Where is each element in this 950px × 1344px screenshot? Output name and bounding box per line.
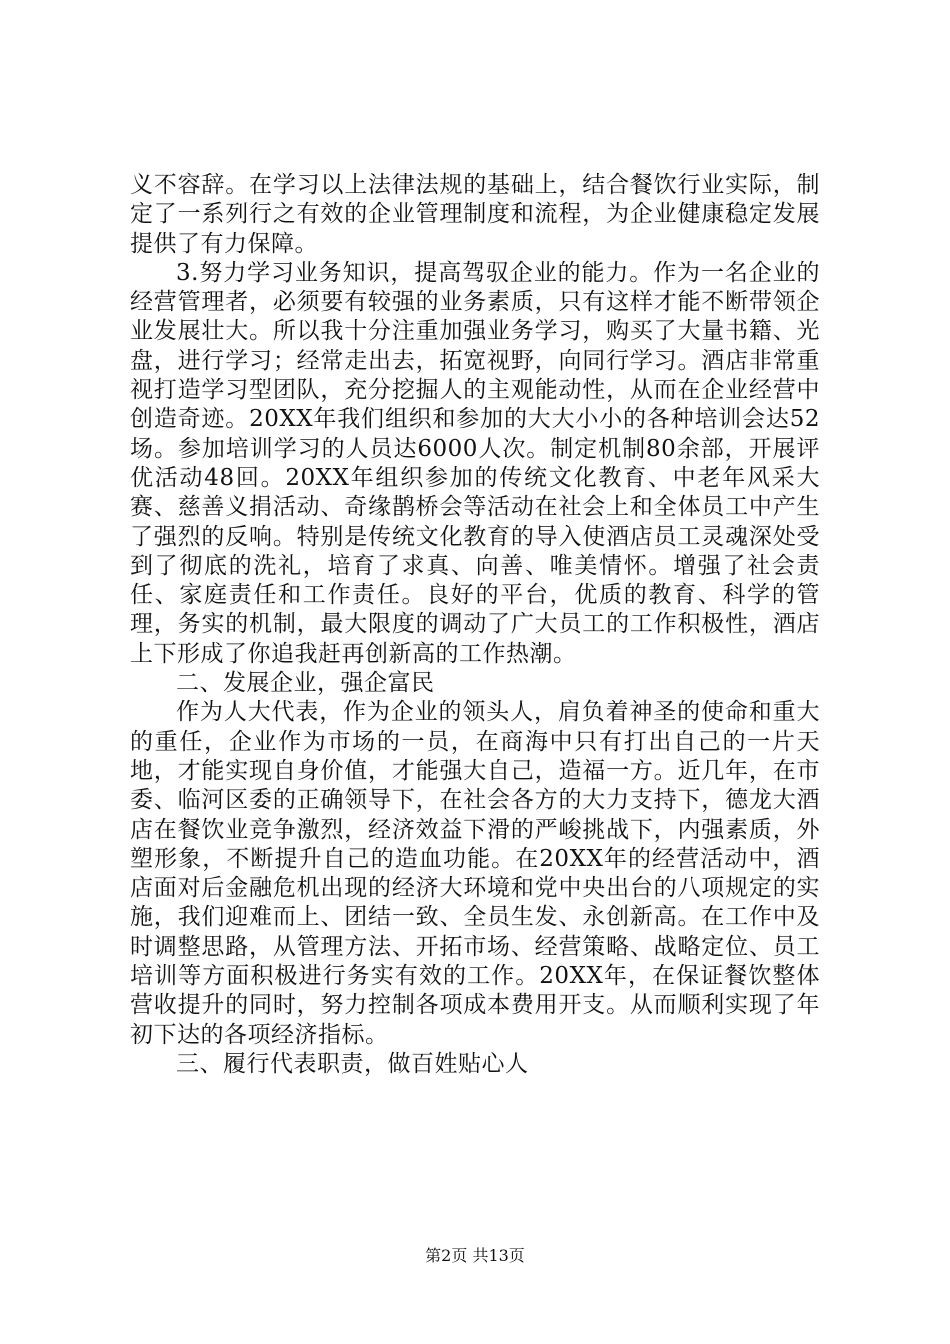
section-heading-develop-enterprise: 二、发展企业，强企富民 bbox=[176, 670, 435, 697]
section-heading-representative-duties: 三、履行代表职责，做百姓贴心人 bbox=[176, 1050, 529, 1077]
paragraph-enterprise-leader: 作为人大代表，作为企业的领头人，肩负着神圣的使命和重大的重任，企业作为市场的一员，在商海中只有打出自己的一片天地，才能实现自身价值，才能强大自己，造福一方。近几年，在市委、临河区委的正确领导下，在社会各方的大力支持下，德龙大酒店在餐饮业竞争激烈，经济效益下滑的严峻挑战下，内强素质，外塑形象，不断提升自己的造血功能。在20XX年的经营活动中，酒店面对后金融危机出现的经济大环境和党中央出台的八项规定的实施，我们迎难而上、团结一致、全员生发、永创新高。在工作中及时调整思路，从管理方法、开拓市场、经营策略、战略定位、员工培训等方面积极进行务实有效的工作。20XX年，在保证餐饮整体营收提升的同时，努力控制各项成本费用开支。从而顺利实现了年初下达的各项经济指标。 bbox=[130, 699, 820, 1048]
document-body bbox=[130, 171, 820, 1079]
paragraph-business-knowledge: 3.努力学习业务知识，提高驾驭企业的能力。作为一名企业的经营管理者，必须要有较强的业务素质，只有这样才能不断带领企业发展壮大。所以我十分注重加强业务学习，购买了大量书籍、光盘，进行学习；经常走出去，拓宽视野，向同行学习。酒店非常重视打造学习型团队，充分挖掘人的主观能动性，从而在企业经营中创造奇迹。20XX年我们组织和参加的大大小小的各种培训会达52场。参加培训学习的人员达6000人次。制定机制80余部，开展评优活动48回。20XX年组织参加的传统文化教育、中老年风采大赛、慈善义捐活动、奇缘鹊桥会等活动在社会上和全体员工中产生了强烈的反响。特别是传统文化教育的导入使酒店员工灵魂深处受到了彻底的洗礼，培育了求真、向善、唯美情怀。增强了社会责任、家庭责任和工作责任。良好的平台，优质的教育、科学的管理，务实的机制，最大限度的调动了广大员工的工作积极性，酒店上下形成了你追我赶再创新高的工作热潮。 bbox=[130, 259, 820, 667]
page-footer: 第2页 共13页 bbox=[425, 1246, 525, 1265]
paragraph-continuation: 义不容辞。在学习以上法律法规的基础上，结合餐饮行业实际，制定了一系列行之有效的企业管理制度和流程，为企业健康稳定发展提供了有力保障。 bbox=[130, 172, 820, 257]
